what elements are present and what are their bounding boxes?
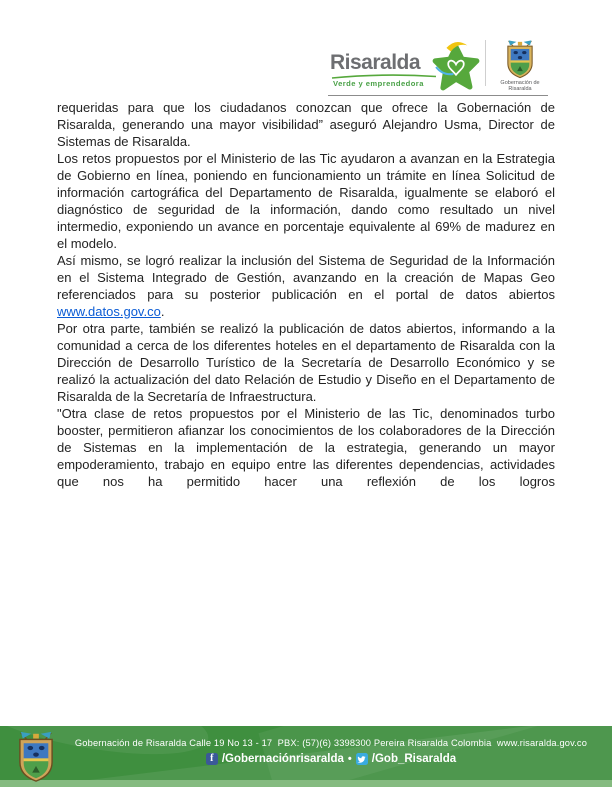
footer-crest-icon bbox=[12, 730, 60, 783]
footer-social bbox=[66, 753, 596, 765]
brand-name: Risaralda bbox=[330, 50, 421, 74]
separator-dot: • bbox=[347, 753, 352, 765]
facebook-handle: /Gobernaciónrisaralda bbox=[221, 753, 344, 765]
paragraph-retos-mintic: Los retos propuestos por el Ministerio de las Tic ayudaron a avanzan en la Estrategia de Gobierno en línea, poniendo en funcionamiento un trámite en línea Solicitud de información cartográfica del Departamento de Risaralda, igualmente se elaboró el diagnóstico de seguridad de la información, dando como resultado un nivel intermedio, exponiendo un avance en porcentaje equivalente al 69% de madurez en el modelo. bbox=[57, 151, 555, 251]
facebook-icon: f bbox=[206, 753, 218, 765]
risaralda-star-icon bbox=[430, 40, 482, 94]
brand-tagline: Verde y emprendedora bbox=[333, 78, 424, 88]
paragraph-seguridad-informacion bbox=[57, 252, 555, 320]
crest-block bbox=[493, 39, 547, 95]
footer-address: Gobernación de Risaralda Calle 19 No 13 - 17 PBX: (57)(6) 3398300 Pereira Risaralda Colombia www.risaralda.gov.co bbox=[74, 738, 588, 748]
header bbox=[328, 38, 548, 96]
twitter-handle: /Gob_Risaralda bbox=[371, 753, 457, 765]
twitter-icon bbox=[356, 753, 368, 765]
header-divider bbox=[485, 40, 486, 86]
footer-contact bbox=[66, 737, 596, 765]
datos-gov-link[interactable]: www.datos.gov.co bbox=[57, 304, 161, 319]
paragraph-text: . bbox=[160, 304, 165, 319]
paragraph-text: Así mismo, se logró realizar la inclusión del Sistema de Seguridad de la Información en el Sistema Integrado de Gestión, avanzando en la creación de Mapas Geo referenciados para su posterior publicación en el portal de datos abiertos bbox=[57, 253, 555, 302]
crest-caption: Gobernación de Risaralda bbox=[500, 79, 540, 92]
paragraph-turbo-booster: "Otra clase de retos propuestos por el Ministerio de las Tic, denominados turbo booster, permitieron afianzar los conocimientos de los colaboradores de la Dirección de Sistemas en la implementación de la estrategia, generando un mayor empoderamiento, trabajo en equipo entre las diferentes dependencias, actividades que nos ha permitido hacer una reflexión de los logros bbox=[57, 406, 555, 489]
risaralda-crest-icon bbox=[499, 39, 541, 79]
paragraph-datos-abiertos: Por otra parte, también se realizó la publicación de datos abiertos, informando a la comunidad a cerca de los diferentes hoteles en el departamento de Risaralda con la Dirección de Desarrollo Turístico de la Secretaría de Desarrollo Económico y se realizó la actualización del dato Relación de Estudio y Diseño en el Departamento de Risaralda de la Secretaría de Infraestructura. bbox=[57, 321, 555, 404]
document-body bbox=[57, 99, 555, 490]
paragraph-quote-usma: requeridas para que los ciudadanos conozcan que ofrece la Gobernación de Risaralda, generando una mayor visibilidad” aseguró Alejandro Usma, Director de Sistemas de Risaralda. bbox=[57, 100, 555, 149]
risaralda-logo bbox=[328, 39, 480, 95]
footer-strip bbox=[0, 780, 612, 787]
